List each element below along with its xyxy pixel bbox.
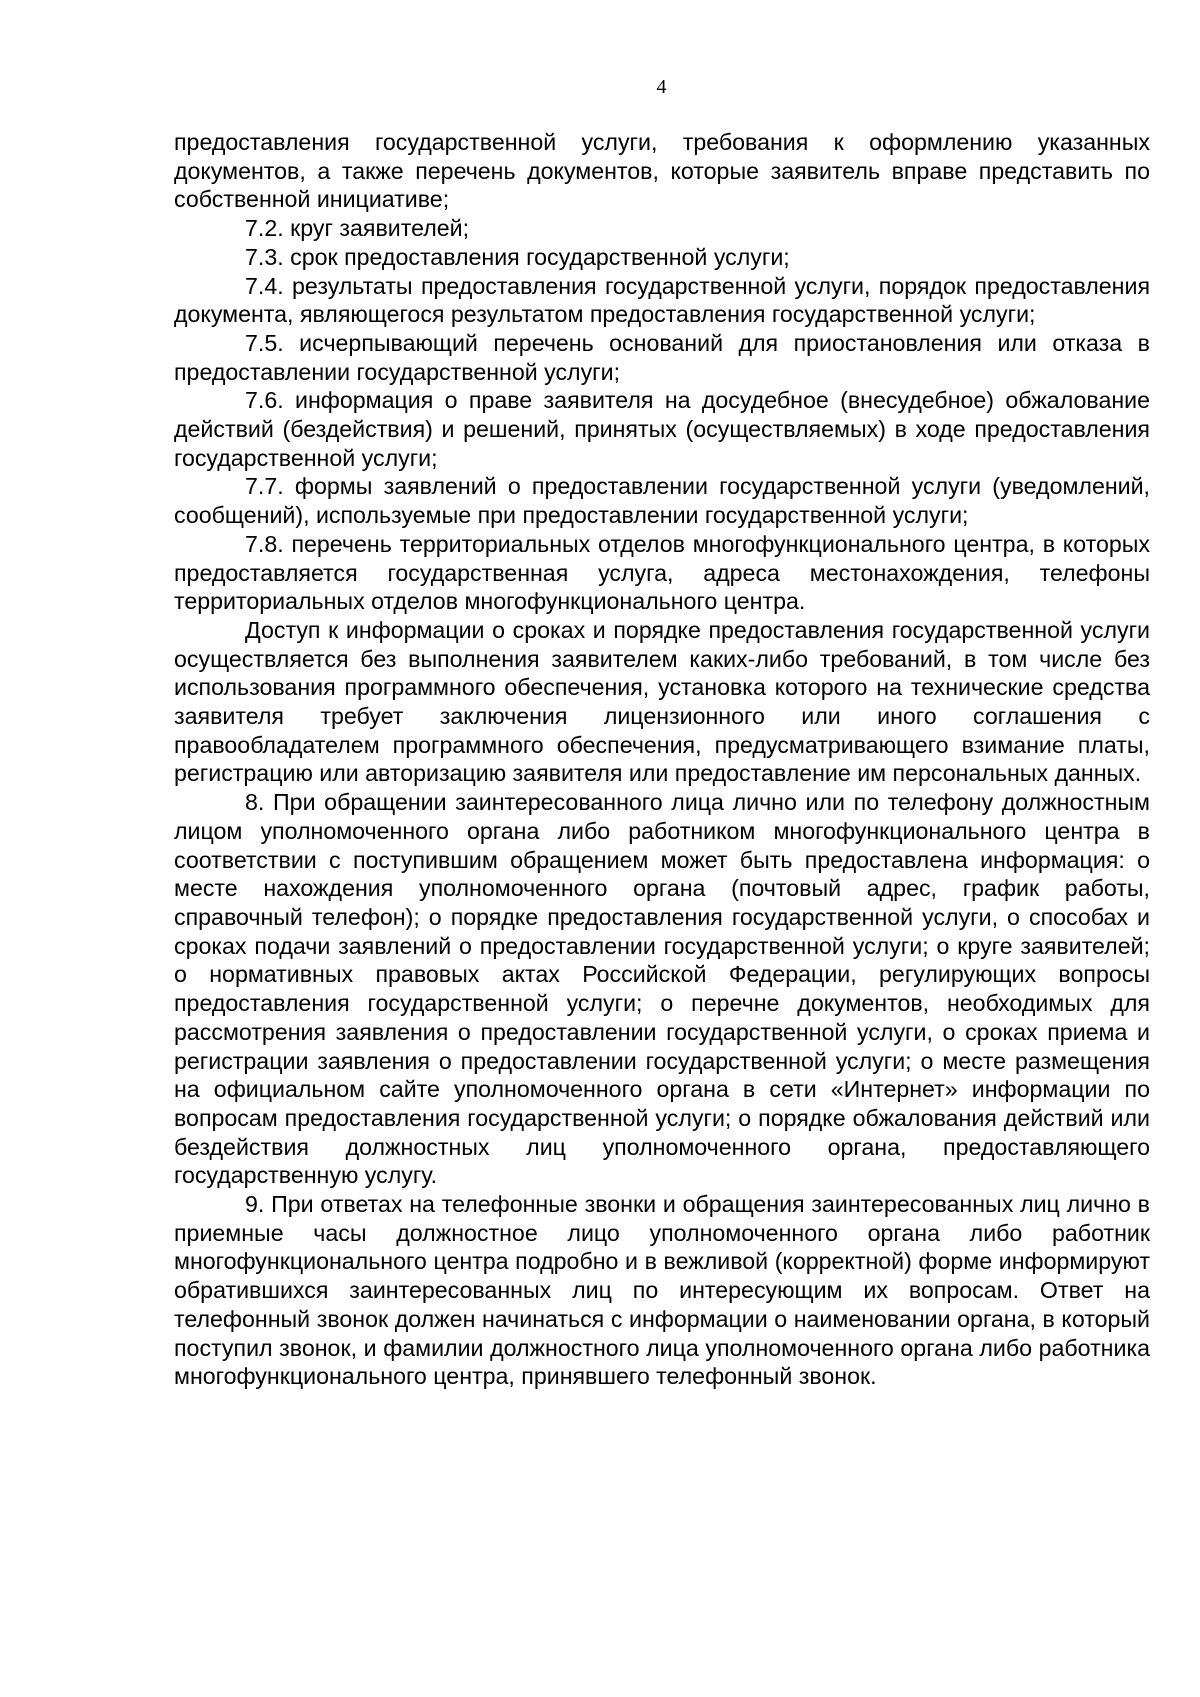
- paragraph-7-2: 7.2. круг заявителей;: [245, 215, 470, 242]
- paragraph-access-info: Доступ к информации о сроках и порядке предоставления государственной услуги осуществляется без выполнения заявителем каких-либо требований, в том числе без использования программного обеспечения, установка которого на технические средства заявителя требует заключения лицензионного или иного соглашения с правообладателем программного обеспечения, предусматривающего взимание платы, регистрацию или авторизацию заявителя или предоставление им персональных данных.: [174, 616, 1150, 787]
- paragraph-7-4: 7.4. результаты предоставления государственной услуги, порядок предоставления документа, являющегося результатом предоставления государственной услуги;: [174, 272, 1150, 328]
- paragraph-7-7: 7.7. формы заявлений о предоставлении государственной услуги (уведомлений, сообщений), используемые при предоставлении государственной услуги;: [174, 473, 1150, 529]
- page-number: 4: [656, 76, 667, 98]
- paragraph-continuation: предоставления государственной услуги, требования к оформлению указанных документов, а также перечень документов, которые заявитель вправе представить по собственной инициативе;: [174, 129, 1150, 213]
- paragraph-7-5: 7.5. исчерпывающий перечень оснований для приостановления или отказа в предоставлении государственной услуги;: [174, 329, 1150, 385]
- paragraph-7-8: 7.8. перечень территориальных отделов многофункционального центра, в которых предоставляется государственная услуга, адреса местонахождения, телефоны территориальных отделов многофункционального центра.: [174, 530, 1150, 615]
- document-body: [174, 128, 1150, 1391]
- paragraph-7-3: 7.3. срок предоставления государственной услуги;: [245, 243, 790, 270]
- paragraph-7-6: 7.6. информация о праве заявителя на досудебное (внесудебное) обжалование действий (бездействия) и решений, принятых (осуществляемых) в ходе предоставления государственной услуги;: [174, 387, 1150, 471]
- paragraph-8: 8. При обращении заинтересованного лица лично или по телефону должностным лицом уполномоченного органа либо работником многофункционального центра в соответствии с поступившим обращением может быть предоставлена информация: о месте нахождения уполномоченного органа (почтовый адрес, график работы, справочный телефон); о порядке предоставления государственной услуги, о способах и сроках подачи заявлений о предоставлении государственной услуги; о круге заявителей; о нормативных правовых актах Российской Федерации, регулирующих вопросы предоставления государственной услуги; о перечне документов, необходимых для рассмотрения заявления о предоставлении государственной услуги, о сроках приема и регистрации заявления о предоставлении государственной услуги; о месте размещения на официальном сайте уполномоченного органа в сети «Интернет» информации по вопросам предоставления государственной услуги; о порядке обжалования действий или бездействия должностных лиц уполномоченного органа, предоставляющего государственную услугу.: [174, 789, 1150, 1189]
- paragraph-9: 9. При ответах на телефонные звонки и обращения заинтересованных лиц лично в приемные часы должностное лицо уполномоченного органа либо работник многофункционального центра подробно и в вежливой (корректной) форме информируют обратившихся заинтересованных лиц по интересующим их вопросам. Ответ на телефонный звонок должен начинаться с информации о наименовании органа, в который поступил звонок, и фамилии должностного лица уполномоченного органа либо работника многофункционального центра, принявшего телефонный звонок.: [174, 1191, 1150, 1390]
